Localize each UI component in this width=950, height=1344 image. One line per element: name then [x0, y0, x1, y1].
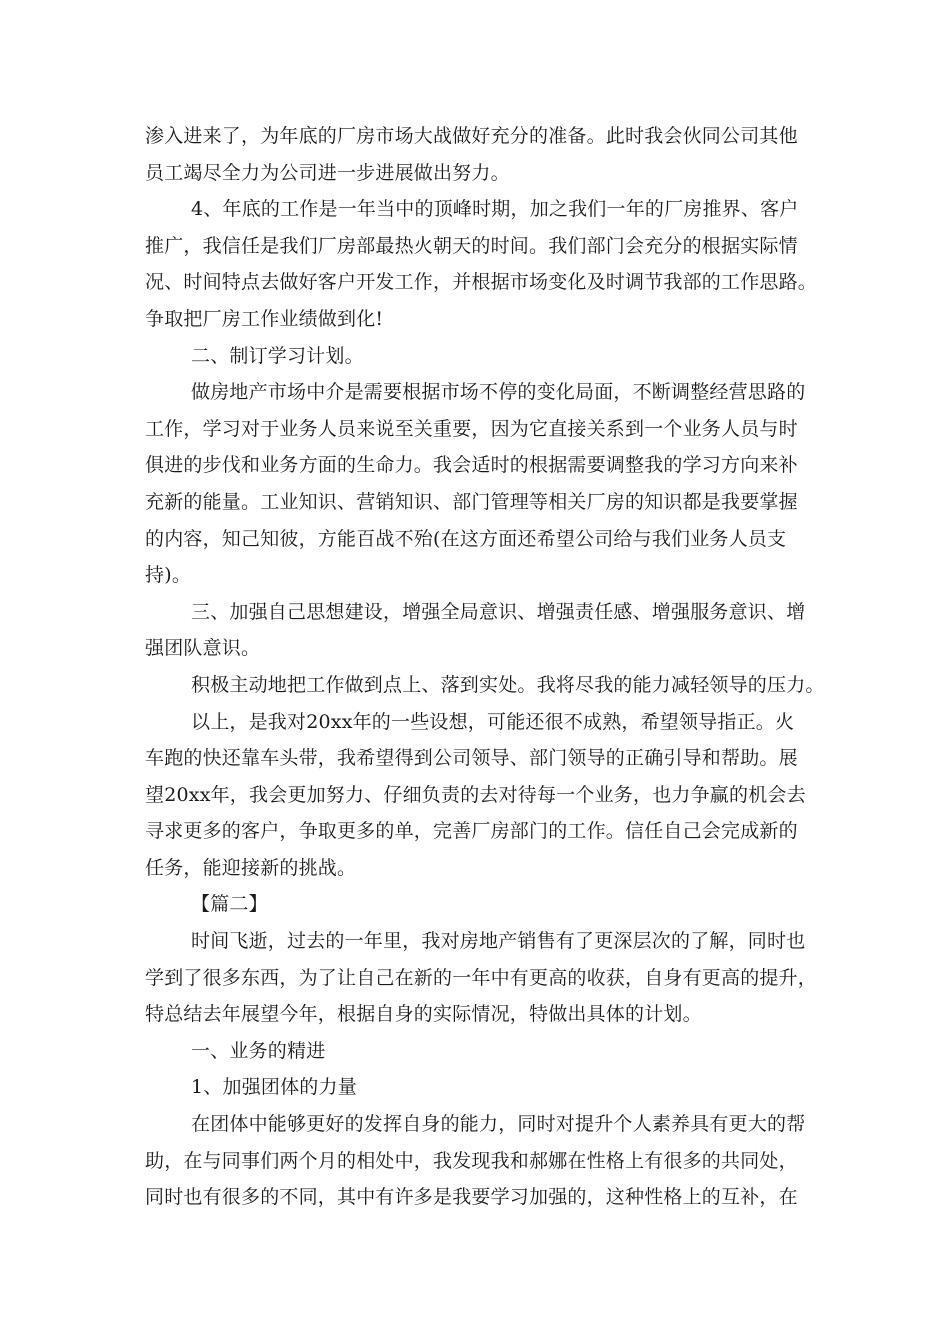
text-line: 1、加强团体的力量	[191, 1076, 357, 1099]
text-line: 推广，我信任是我们厂房部最热火朝天的时间。我们部门会充分的根据实际情	[145, 234, 798, 257]
text-line: 俱进的步伐和业务方面的生命力。我会适时的根据需要调整我的学习方向来补	[145, 454, 798, 477]
document-body	[145, 118, 825, 1216]
text-line: 积极主动地把工作做到点上、落到实处。我将尽我的能力减轻领导的压力。	[191, 673, 825, 696]
text-line: 特总结去年展望今年，根据自身的实际情况，特做出具体的计划。	[145, 1003, 702, 1026]
text-line: 【篇二】	[191, 893, 268, 916]
text-line: 学到了很多东西，为了让自己在新的一年中有更高的收获，自身有更高的提升，	[145, 966, 818, 989]
text-line: 的内容，知己知彼，方能百战不殆(在这方面还希望公司给与我们业务人员支	[145, 527, 787, 550]
text-line: 任务，能迎接新的挑战。	[145, 856, 357, 879]
text-line: 员工竭尽全力为公司进一步进展做出努力。	[145, 161, 510, 184]
text-line: 争取把厂房工作业绩做到化!	[145, 307, 384, 330]
text-line: 以上，是我对20xx年的一些设想，可能还很不成熟，希望领导指正。火	[191, 710, 795, 733]
text-line: 一、业务的精进	[191, 1039, 326, 1062]
text-line: 望20xx年，我会更加努力、仔细负责的去对待每一个业务，也力争赢的机会去	[145, 783, 806, 806]
text-line: 寻求更多的客户，争取更多的单，完善厂房部门的工作。信任自己会完成新的	[145, 820, 798, 843]
text-line: 在团体中能够更好的发挥自身的能力，同时对提升个人素养具有更大的帮	[191, 1113, 806, 1136]
text-line: 强团队意识。	[145, 637, 261, 660]
text-line: 工作，学习对于业务人员来说至关重要，因为它直接关系到一个业务人员与时	[145, 417, 798, 440]
text-line: 持)。	[145, 564, 192, 587]
text-line: 况、时间特点去做好客户开发工作，并根据市场变化及时调节我部的工作思路。	[145, 271, 818, 294]
text-line: 充新的能量。工业知识、营销知识、部门管理等相关厂房的知识都是我要掌握	[145, 490, 798, 513]
text-line: 助，在与同事们两个月的相处中，我发现我和郝娜在性格上有很多的共同处，	[145, 1149, 798, 1172]
text-line: 时间飞逝，过去的一年里，我对房地产销售有了更深层次的了解，同时也	[191, 930, 806, 953]
text-line: 渗入进来了，为年底的厂房市场大战做好充分的准备。此时我会伙同公司其他	[145, 125, 798, 147]
text-line: 三、加强自己思想建设，增强全局意识、增强责任感、增强服务意识、增	[191, 600, 806, 623]
text-line: 同时也有很多的不同，其中有许多是我要学习加强的，这种性格上的互补，在	[145, 1186, 798, 1209]
text-line: 二、制订学习计划。	[191, 344, 364, 367]
text-line: 做房地产市场中介是需要根据市场不停的变化局面，不断调整经营思路的	[191, 381, 806, 404]
text-line: 车跑的快还靠车头带，我希望得到公司领导、部门领导的正确引导和帮助。展	[145, 747, 798, 770]
text-line: 4、年底的工作是一年当中的顶峰时期，加之我们一年的厂房推界、客户	[191, 198, 799, 221]
